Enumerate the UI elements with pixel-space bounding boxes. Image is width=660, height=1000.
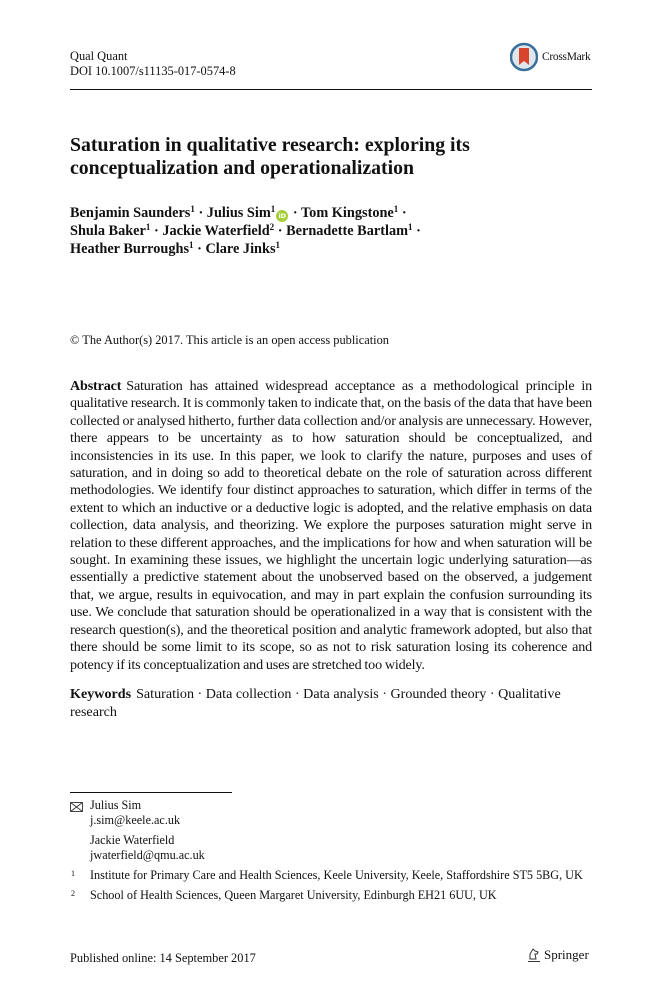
affiliation-text: School of Health Sciences, Queen Margaret University, Edinburgh EH21 6UU, UK	[90, 888, 497, 903]
header-divider	[70, 89, 592, 90]
author[interactable]: Heather Burroughs$^1$	[70, 239, 194, 257]
contact-email[interactable]: jwaterfield@qmu.ac.uk	[90, 848, 205, 863]
author-separator: ·	[198, 205, 204, 221]
author[interactable]: Clare Jinks$^1$	[205, 239, 281, 257]
affiliation-number: 1	[71, 869, 75, 879]
keywords-label: Keywords	[70, 685, 132, 702]
crossmark-icon	[510, 42, 538, 72]
affiliation	[70, 888, 592, 903]
doi[interactable]: DOI 10.1007/s11135-017-0574-8	[70, 63, 236, 78]
abstract	[70, 378, 592, 674]
contact-name: Julius Sim	[90, 798, 142, 813]
envelope-icon	[70, 798, 90, 816]
author[interactable]: Shula Baker$^1$	[70, 221, 151, 239]
contact-name: Jackie Waterfield	[90, 833, 175, 848]
copyright-notice: © The Author(s) 2017. This article is an open access publication	[70, 333, 389, 347]
author-separator: ·	[292, 205, 298, 221]
author-separator: ·	[401, 205, 407, 221]
keywords	[70, 686, 592, 721]
author[interactable]: Tom Kingstone$^1$	[300, 204, 399, 221]
contact-email[interactable]: j.sim@keele.ac.uk	[90, 813, 181, 828]
author-separator: ·	[197, 240, 202, 257]
contact-entry	[70, 833, 592, 863]
article-title: Saturation in qualitative research: exploring its conceptualization and operationalization	[70, 134, 470, 179]
journal-header	[70, 49, 236, 78]
affiliation	[70, 868, 592, 883]
springer-logo	[527, 947, 589, 963]
footnote-divider	[70, 792, 232, 793]
abstract-text: Saturation has attained widespread acceptance as a methodological principle in qualitative research. It is commonly taken to indicate that, on the basis of the data that have been collected or analysed hitherto, further data collection and/or analysis are unnecessary. However, there appears to be uncertainty as to how saturation should be conceptualized, and inconsistencies in its use. In this paper, we look to clarify the nature, purposes and uses of saturation, and in doing so add to theoretical debate on the role of saturation across different methodologies. We identify four distinct approaches to saturation, which differ in terms of the extent to which an inductive or a deductive logic is adopted, and the relative emphasis on data collection, data analysis, and theorizing. We explore the purposes saturation might serve in relation to these different approaches, and the implications for how and when saturation will be sought. In examining these issues, we highlight the uncertain logic underlying saturation—as essentially a predictive statement about the unobserved based on the observed, a judgement that, we argue, results in equivocation, and may in part explain the confusion surrounding its use. We conclude that saturation should be operationalized in a way that is consistent with the research question(s), and the theoretical position and analytic framework adopted, but also that there should be some limit to its scope, so as not to risk saturation losing its coherence and potency if its conceptualization and uses are stretched too widely.	[70, 378, 592, 673]
keywords-text: Saturation · Data collection · Data analysis · Grounded theory · Qualitative research	[70, 685, 561, 720]
published-date: Published online: 14 September 2017	[70, 951, 256, 965]
main-text	[70, 378, 592, 721]
affiliation-text: Institute for Primary Care and Health Sciences, Keele University, Keele, Staffordshire ST5 5BG, UK	[90, 868, 583, 883]
affiliation-number: 2	[71, 889, 75, 899]
orcid-icon[interactable]: iD	[276, 210, 288, 222]
author[interactable]: Jackie Waterfield$^2$	[162, 221, 275, 239]
publisher-name: Springer	[544, 947, 589, 962]
crossmark-label: CrossMark	[542, 51, 591, 63]
author-list	[70, 205, 610, 258]
crossmark-badge[interactable]	[510, 40, 620, 74]
springer-horse-icon	[527, 947, 541, 963]
author[interactable]: Bernadette Bartlam$^1$	[286, 221, 413, 239]
author-separator: ·	[153, 222, 159, 239]
footnotes	[70, 792, 592, 903]
abstract-label: Abstract	[70, 378, 122, 394]
journal-name: Qual Quant	[70, 49, 128, 63]
author[interactable]: Julius Sim$^1$	[206, 204, 276, 221]
author[interactable]: Benjamin Saunders$^1$	[70, 204, 195, 221]
contact-entry	[70, 798, 592, 828]
author-separator: ·	[277, 222, 283, 239]
author-separator: ·	[416, 222, 421, 239]
